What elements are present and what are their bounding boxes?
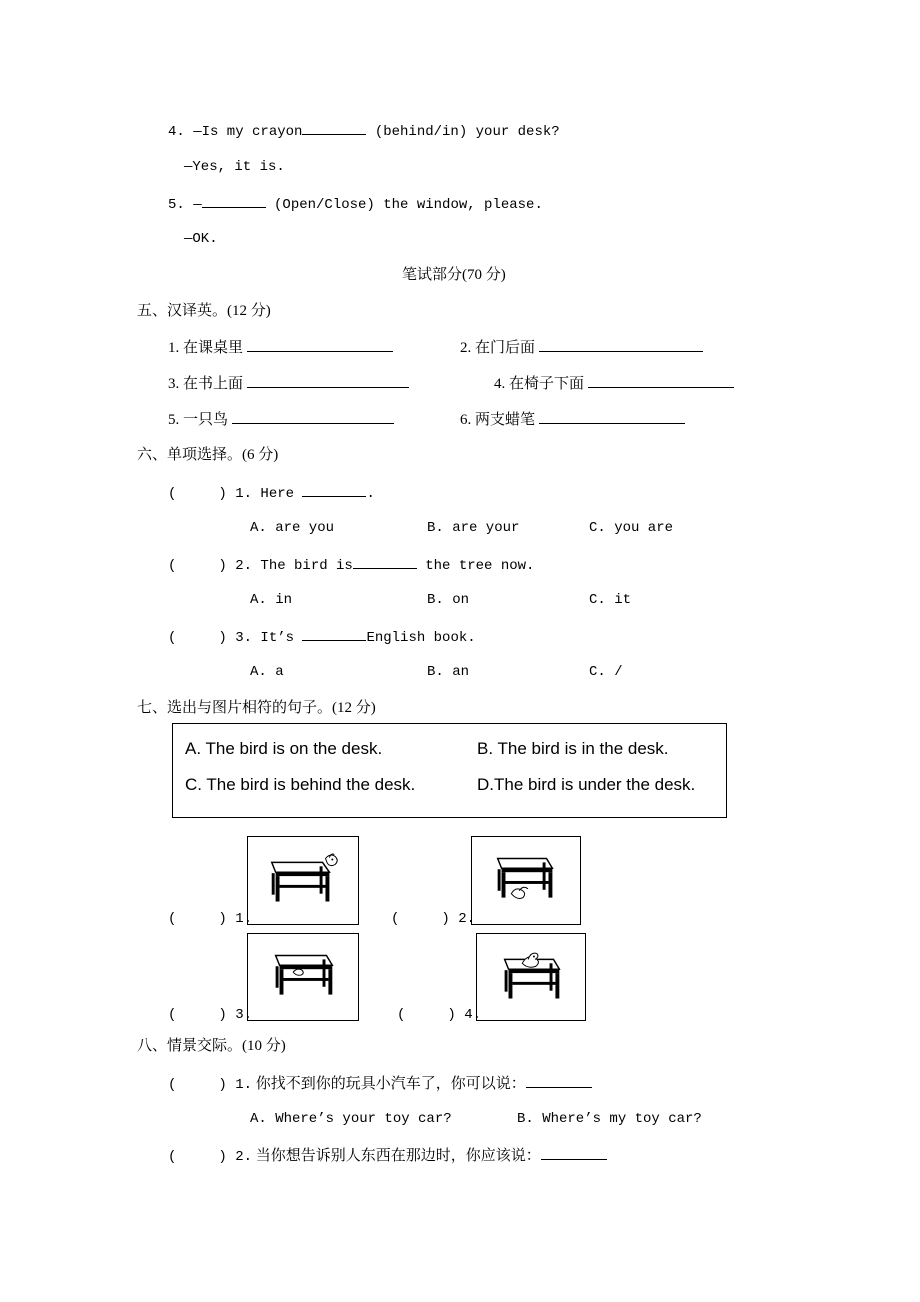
answer-blank[interactable] bbox=[526, 1073, 592, 1088]
sentence-option-c: C. The bird is behind the desk. bbox=[185, 775, 416, 794]
question-5: 5. — (Open/Close) the window, please. bbox=[168, 193, 543, 215]
option-a[interactable]: A. Where’s your toy car? bbox=[250, 1111, 452, 1127]
option-a[interactable]: A. are you bbox=[250, 520, 335, 536]
answer-blank[interactable] bbox=[541, 1145, 607, 1160]
sentence-option-a: A. The bird is on the desk. bbox=[185, 739, 383, 758]
section-6-title: 六、单项选择。(6 分) bbox=[137, 447, 279, 463]
section-8-title: 八、情景交际。(10 分) bbox=[137, 1038, 286, 1054]
answer-blank[interactable] bbox=[302, 120, 366, 135]
sentence-option-b: B. The bird is in the desk. bbox=[477, 739, 669, 758]
translate-item: 6. 两支蜡笔 bbox=[460, 409, 685, 430]
dialogue-question-2: ( ) 2. 当你想告诉别人东西在那边时，你应该说： bbox=[168, 1145, 607, 1167]
picture-bird-on-desk bbox=[476, 933, 586, 1021]
answer-blank[interactable] bbox=[353, 554, 417, 569]
dialogue-question-1: ( ) 1. 你找不到你的玩具小汽车了，你可以说： bbox=[168, 1073, 592, 1095]
answer-blank[interactable] bbox=[539, 337, 703, 352]
choice-question-1: ( ) 1. Here . bbox=[168, 482, 375, 504]
picture-bird-under-desk bbox=[471, 836, 581, 925]
translate-item: 1. 在课桌里 bbox=[168, 337, 393, 358]
translate-item: 2. 在门后面 bbox=[460, 337, 703, 358]
written-part-title: 笔试部分(70 分) bbox=[402, 267, 506, 283]
answer-blank[interactable] bbox=[247, 337, 393, 352]
answer-blank[interactable] bbox=[539, 409, 685, 424]
answer-blank[interactable] bbox=[302, 482, 366, 497]
sentence-option-d: D.The bird is under the desk. bbox=[477, 775, 696, 794]
option-c[interactable]: C. it bbox=[589, 592, 632, 608]
desk-icon bbox=[248, 837, 358, 924]
option-c[interactable]: C. / bbox=[589, 664, 623, 680]
sentence-options-box bbox=[172, 723, 727, 818]
picture-label-1[interactable]: ( ) 1. bbox=[168, 911, 253, 927]
picture-bird-in-desk bbox=[247, 933, 359, 1021]
question-4-answer: —Yes, it is. bbox=[184, 159, 285, 175]
answer-blank[interactable] bbox=[232, 409, 394, 424]
picture-label-4[interactable]: ( ) 4. bbox=[397, 1007, 482, 1023]
option-a[interactable]: A. in bbox=[250, 592, 293, 608]
question-4: 4. —Is my crayon (behind/in) your desk? bbox=[168, 120, 560, 142]
answer-blank[interactable] bbox=[588, 373, 734, 388]
option-b[interactable]: B. on bbox=[427, 592, 470, 608]
option-a[interactable]: A. a bbox=[250, 664, 284, 680]
answer-blank[interactable] bbox=[247, 373, 409, 388]
answer-blank[interactable] bbox=[302, 626, 366, 641]
translate-item: 5. 一只鸟 bbox=[168, 409, 394, 430]
desk-icon bbox=[477, 934, 585, 1020]
choice-question-2: ( ) 2. The bird is the tree now. bbox=[168, 554, 534, 576]
answer-blank[interactable] bbox=[202, 193, 266, 208]
section-5-title: 五、汉译英。(12 分) bbox=[137, 303, 271, 319]
translate-item: 3. 在书上面 bbox=[168, 373, 409, 394]
option-b[interactable]: B. an bbox=[427, 664, 470, 680]
desk-icon bbox=[472, 837, 580, 924]
desk-icon bbox=[248, 934, 358, 1020]
section-7-title: 七、选出与图片相符的句子。(12 分) bbox=[137, 700, 376, 716]
translate-item: 4. 在椅子下面 bbox=[494, 373, 734, 394]
question-5-answer: —OK. bbox=[184, 231, 218, 247]
option-c[interactable]: C. you are bbox=[589, 520, 674, 536]
option-b[interactable]: B. Where’s my toy car? bbox=[517, 1111, 702, 1127]
choice-question-3: ( ) 3. It’s English book. bbox=[168, 626, 476, 648]
picture-label-2[interactable]: ( ) 2. bbox=[391, 911, 476, 927]
option-b[interactable]: B. are your bbox=[427, 520, 520, 536]
picture-bird-behind-desk bbox=[247, 836, 359, 925]
picture-label-3[interactable]: ( ) 3. bbox=[168, 1007, 253, 1023]
